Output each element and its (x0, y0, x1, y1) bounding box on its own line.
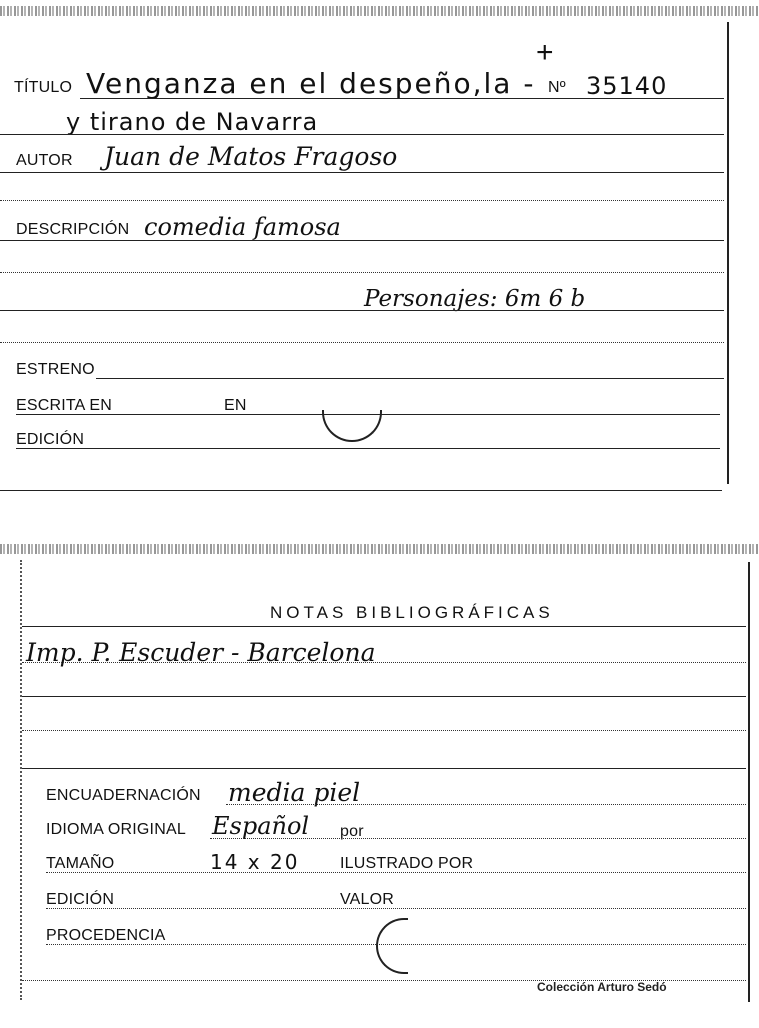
size-line (46, 872, 746, 873)
premiere-label: ESTRENO (16, 361, 95, 378)
illustrated-label: ILUSTRADO POR (340, 855, 474, 872)
blank-line-2 (0, 342, 724, 343)
title-line (80, 98, 724, 99)
card-right-border (727, 22, 729, 484)
description-line-2 (0, 272, 724, 273)
edition-label: EDICIÓN (16, 431, 85, 448)
binding-value: media piel (228, 778, 361, 807)
notes-line-2 (22, 696, 746, 697)
author-line (0, 172, 724, 173)
description-value: comedia famosa (144, 213, 341, 241)
language-line (210, 838, 746, 839)
catalog-card-back (0, 540, 759, 1028)
title-label: TÍTULO (14, 79, 73, 96)
author-value: Juan de Matos Fragoso (104, 142, 398, 171)
notes-value: Imp. P. Escuder - Barcelona (26, 638, 376, 667)
card-punch-hole (376, 918, 408, 974)
number-label: Nº (548, 79, 566, 96)
language-value: Español (212, 812, 310, 840)
edition-line-back (46, 908, 746, 909)
number-value: 35140 (586, 72, 668, 100)
heading-line (22, 626, 746, 627)
author-label: AUTOR (16, 152, 73, 169)
notes-line-4 (22, 768, 746, 769)
by-label: por (340, 823, 364, 840)
catalog-card-front (0, 0, 759, 492)
title-continuation: y tirano de Navarra (66, 108, 319, 136)
title-line-2 (0, 134, 724, 135)
description-line (0, 240, 724, 241)
notes-heading: NOTAS BIBLIOGRÁFICAS (270, 603, 554, 622)
description-note: Personajes: 6m 6 b (364, 286, 586, 312)
collection-credit: Colección Arturo Sedó (537, 980, 667, 994)
edition-label-back: EDICIÓN (46, 891, 115, 908)
card-punch-hole (322, 410, 382, 442)
written-in-label: EN (224, 397, 247, 414)
size-label: TAMAÑO (46, 855, 115, 872)
card-edge (0, 544, 759, 554)
provenance-label: PROCEDENCIA (46, 927, 166, 944)
cross-mark: + (536, 36, 554, 69)
size-value: 14 x 20 (210, 850, 300, 874)
card-right-border (748, 562, 750, 1002)
premiere-line (96, 378, 724, 379)
card-edge (0, 6, 759, 16)
notes-line (22, 662, 746, 663)
binding-label: ENCUADERNACIÓN (46, 787, 201, 804)
value-label: VALOR (340, 891, 395, 908)
description-label: DESCRIPCIÓN (16, 221, 130, 238)
notes-line-3 (22, 730, 746, 731)
note-line (0, 310, 724, 311)
edition-line (16, 448, 720, 449)
language-label: IDIOMA ORIGINAL (46, 821, 186, 838)
card-bottom-edge (0, 490, 722, 491)
blank-line (0, 200, 724, 201)
title-value: Venganza en el despeño,la - (86, 67, 536, 100)
written-label: ESCRITA EN (16, 397, 112, 414)
binding-line (226, 804, 746, 805)
